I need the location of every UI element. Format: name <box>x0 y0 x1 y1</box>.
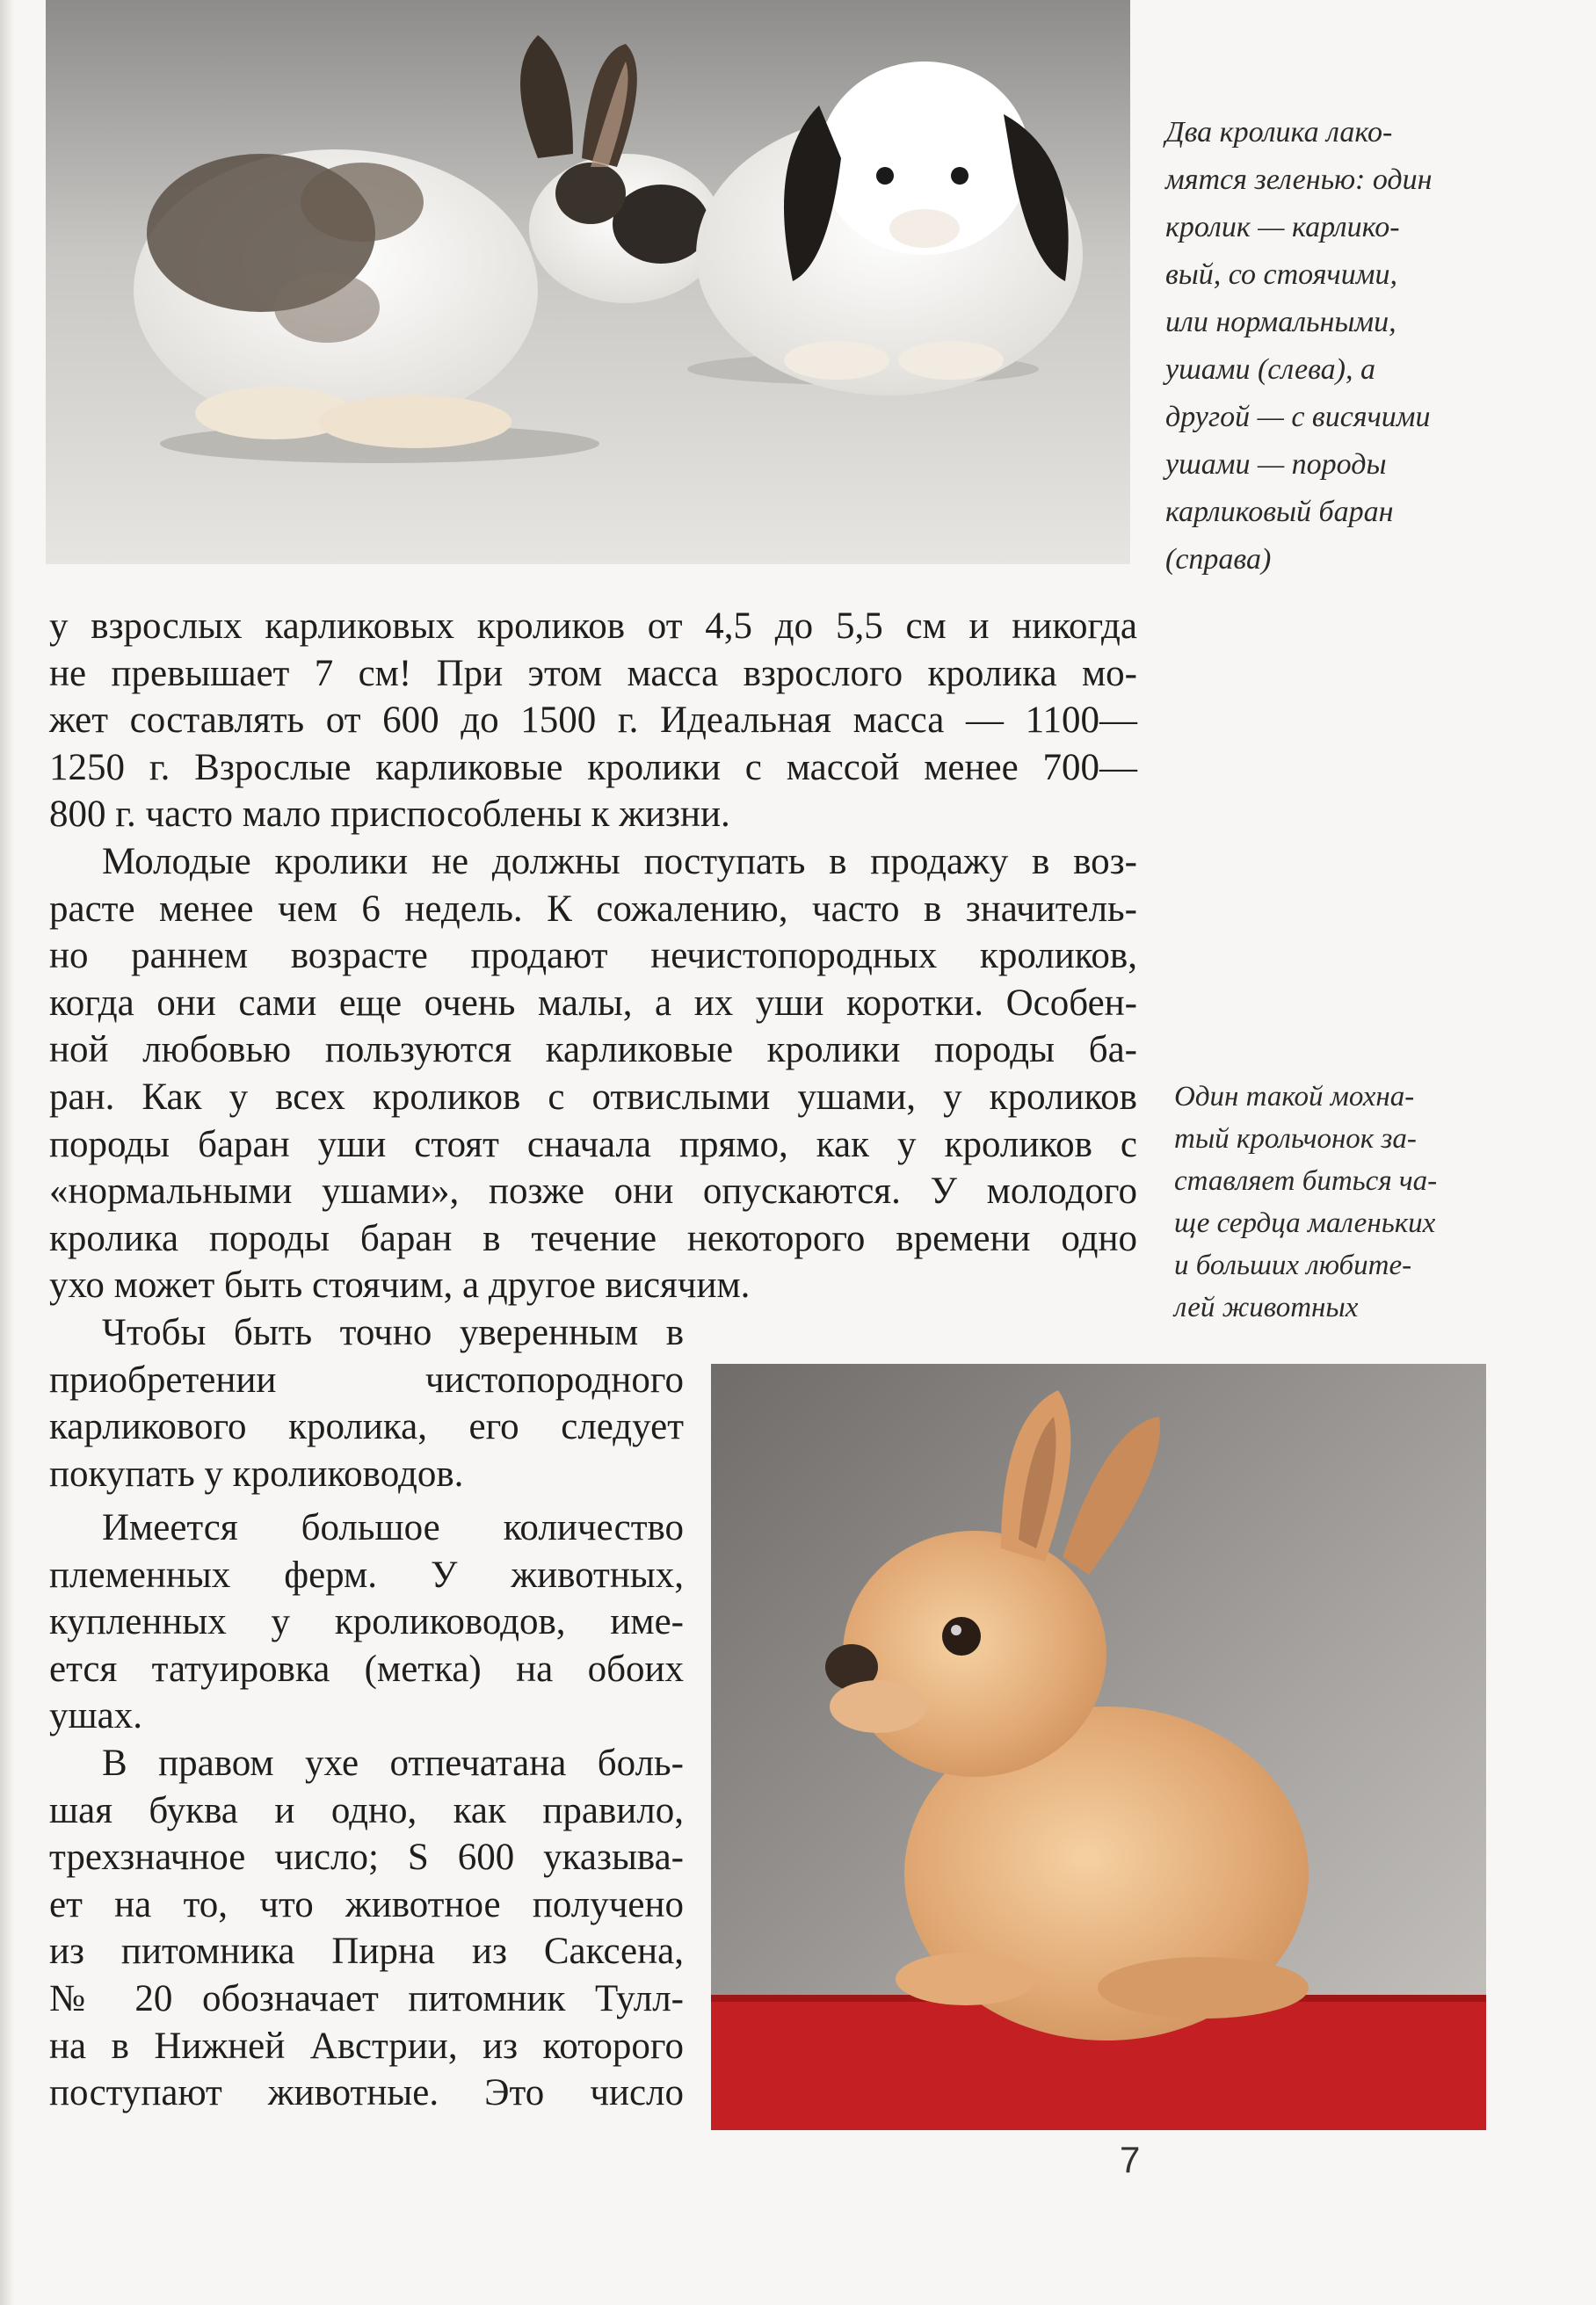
text-line: ухо может быть стоячим, а другое висячим. <box>49 1265 751 1307</box>
caption-line: (справа) <box>1165 543 1272 576</box>
paragraph-2 <box>49 838 1137 1309</box>
text-line: у взрослых карликовых кроликов от 4,5 до 5,5 см и никогда <box>49 605 1137 647</box>
paragraph-4 <box>49 1504 684 1740</box>
caption-line: Два кролика лако- <box>1165 116 1393 149</box>
text-line: не превышает 7 см! При этом масса взрослого кролика мо- <box>49 652 1137 694</box>
caption-line: другой — с висячими <box>1165 401 1431 433</box>
text-line: 1250 г. Взрослые карликовые кролики с массой менее 700— <box>49 746 1137 788</box>
caption-line: или нормальными, <box>1165 306 1396 338</box>
text-line: Чтобы быть точно уверенным в <box>102 1312 684 1353</box>
caption-line: ще сердца маленьких <box>1174 1207 1436 1239</box>
text-line: ется татуировка (метка) на обоих <box>49 1648 684 1690</box>
text-line: племенных ферм. У животных, <box>49 1554 684 1596</box>
fluffy-bunny-photo <box>711 1364 1486 2130</box>
caption-line: ушами (слева), а <box>1165 353 1375 386</box>
text-line: породы баран уши стоят сначала прямо, как у кроликов с <box>49 1123 1137 1165</box>
text-line: Имеется большое количество <box>102 1507 684 1548</box>
text-line: приобретении чистопородного <box>49 1359 684 1401</box>
text-line: ной любовью пользуются карликовые кролики породы ба- <box>49 1029 1137 1071</box>
caption-line: Один такой мохна- <box>1174 1081 1415 1113</box>
text-line: карликового кролика, его следует <box>49 1406 684 1448</box>
text-line: поступают животные. Это число <box>49 2072 684 2114</box>
caption-line: карликовый баран <box>1165 496 1394 528</box>
text-line: кролика породы баран в течение некоторого времени одно <box>49 1217 1137 1259</box>
text-line: на в Нижней Австрии, из которого <box>49 2025 684 2067</box>
page-gutter-shadow <box>0 0 14 2305</box>
text-line: из питомника Пирна из Саксена, <box>49 1931 684 1973</box>
text-line: трехзначное число; S 600 указыва- <box>49 1837 684 1879</box>
text-line: но раннем возрасте продают нечистопородных кроликов, <box>49 935 1137 977</box>
text-line: жет составлять от 600 до 1500 г. Идеальная масса — 1100— <box>49 699 1137 742</box>
text-line: «нормальными ушами», позже они опускаются. У молодого <box>49 1171 1137 1213</box>
paragraph-3 <box>49 1309 684 1497</box>
text-line: 800 г. часто мало приспособлены к жизни. <box>49 794 730 836</box>
caption-line: тый крольчонок за- <box>1174 1123 1417 1155</box>
text-line: покупать у кролиководов. <box>49 1453 464 1495</box>
text-line: ушах. <box>49 1695 142 1737</box>
text-line: шая буква и одно, как правило, <box>49 1789 684 1831</box>
caption-line: и больших любите- <box>1174 1250 1412 1281</box>
page-number: 7 <box>1120 2139 1141 2180</box>
paragraph-1 <box>49 603 1137 838</box>
text-line: купленных у кролиководов, име- <box>49 1601 684 1643</box>
text-line: ет на то, что животное получено <box>49 1883 684 1925</box>
caption-line: вый, со стоячими, <box>1165 258 1397 291</box>
bottom-figure-caption <box>1174 1076 1508 1329</box>
caption-line: ушами — породы <box>1165 448 1387 481</box>
caption-line: кролик — карлико- <box>1165 211 1400 243</box>
paragraph-5 <box>49 1740 684 2117</box>
text-line: когда они сами еще очень малы, а их уши коротки. Особен- <box>49 982 1137 1024</box>
caption-line: лей животных <box>1174 1292 1359 1323</box>
text-line: ран. Как у всех кроликов с отвислыми ушами, у кроликов <box>49 1076 1137 1118</box>
caption-line: мятся зеленью: один <box>1165 163 1433 196</box>
rabbits-eating-greens-photo <box>46 0 1130 564</box>
text-line: № 20 обозначает питомник Тулл- <box>49 1977 684 2019</box>
caption-line: ставляет биться ча- <box>1174 1165 1438 1197</box>
text-line: В правом ухе отпечатана боль- <box>102 1743 684 1784</box>
text-line: расте менее чем 6 недель. К сожалению, часто в значитель- <box>49 888 1137 930</box>
top-figure-caption <box>1165 109 1517 583</box>
text-line: Молодые кролики не должны поступать в продажу в воз- <box>102 841 1137 882</box>
